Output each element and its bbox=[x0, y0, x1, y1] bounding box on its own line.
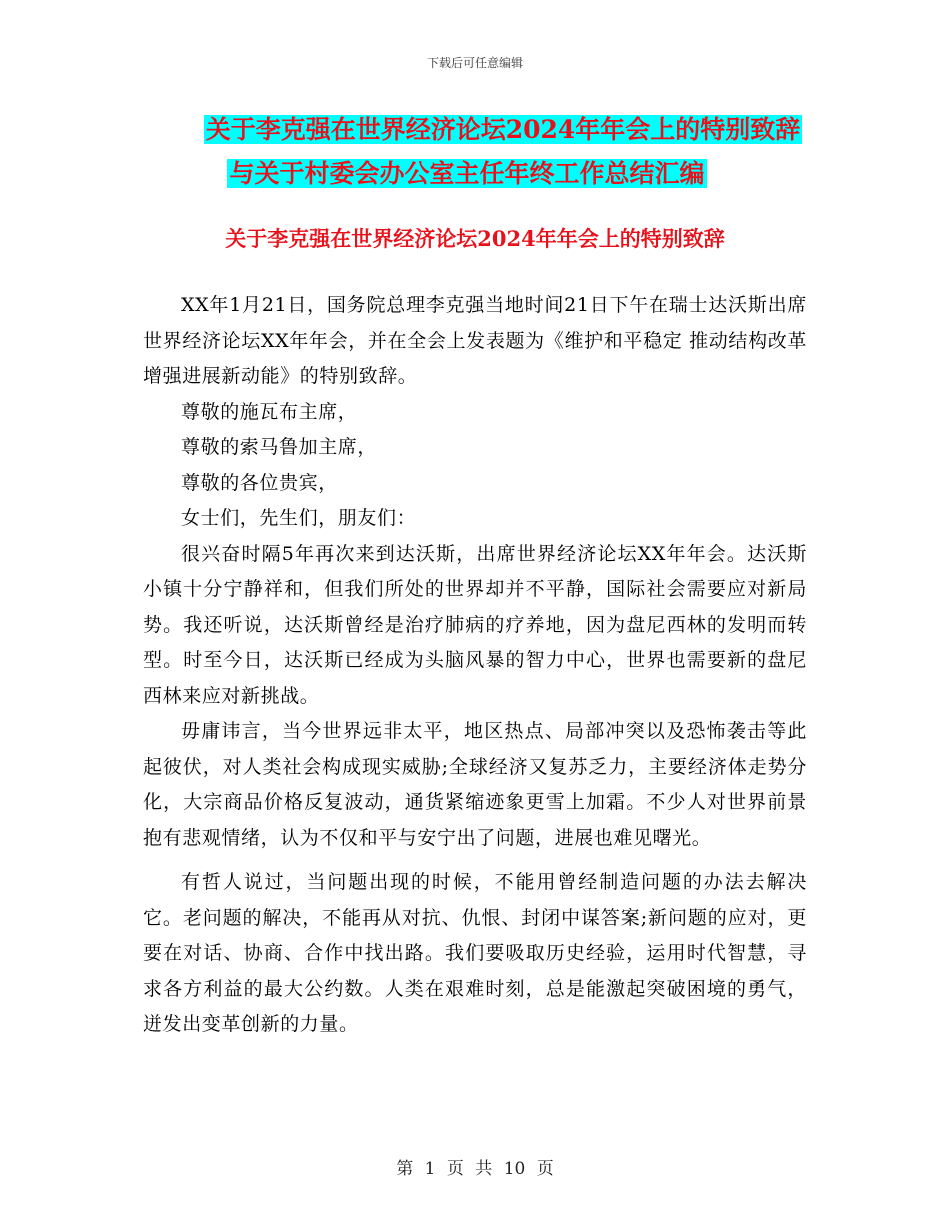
paragraph-intro: XX年1月21日，国务院总理李克强当地时间21日下午在瑞士达沃斯出席世界经济论坛XX年年会，并在全会上发表题为《维护和平稳定 推动结构改革 增强进展新动能》的特别致辞。 bbox=[143, 294, 807, 387]
salutation-2: 尊敬的索马鲁加主席， bbox=[181, 436, 378, 458]
paragraph-davos: 很兴奋时隔5年再次来到达沃斯，出席世界经济论坛XX年年会。达沃斯小镇十分宁静祥和，但我们所处的世界却并不平静，国际社会需要应对新局势。我还听说，达沃斯曾经是治疗肺病的疗养地，因为盘尼西林的发明而转型。时至今日，达沃斯已经成为头脑风暴的智力中心，世界也需要新的盘尼西林来应对新挑战。 bbox=[143, 542, 807, 707]
salutation-3: 尊敬的各位贵宾， bbox=[181, 471, 338, 494]
document-body bbox=[143, 288, 807, 1043]
paragraph-philosopher: 有哲人说过，当问题出现的时候，不能用曾经制造问题的办法去解决它。老问题的解决，不能再从对抗、仇恨、封闭中谋答案;新问题的应对，更要在对话、协商、合作中找出路。我们要吸取历史经验，运用时代智慧，寻求各方利益的最大公约数。人类在艰难时刻，总是能激起突破困境的勇气，迸发出变革创新的力量。 bbox=[143, 871, 807, 1035]
page-number: 第 1 页 共 10 页 bbox=[396, 1159, 554, 1179]
section-title: 关于李克强在世界经济论坛2024年年会上的特别致辞 bbox=[225, 226, 725, 251]
paragraph-world-situation: 毋庸讳言，当今世界远非太平，地区热点、局部冲突以及恐怖袭击等此起彼伏，对人类社会构成现实威胁;全球经济又复苏乏力，主要经济体走势分化，大宗商品价格反复波动，通货紧缩迹象更雪上加霜。不少人对世界前景抱有悲观情绪，认为不仅和平与安宁出了问题，进展也难见曙光。 bbox=[143, 720, 807, 849]
page-header-note: 下载后可任意编辑 bbox=[426, 56, 523, 70]
document-title-line-2 bbox=[0, 156, 942, 192]
title-line-1-text: 关于李克强在世界经济论坛2024年年会上的特别致辞 bbox=[205, 115, 801, 144]
salutation-1: 尊敬的施瓦布主席， bbox=[181, 400, 358, 423]
salutation-4: 女士们，先生们，朋友们： bbox=[181, 507, 417, 529]
title-line-2-text: 与关于村委会办公室主任年终工作总结汇编 bbox=[229, 159, 705, 188]
document-title-line-1 bbox=[28, 112, 950, 148]
